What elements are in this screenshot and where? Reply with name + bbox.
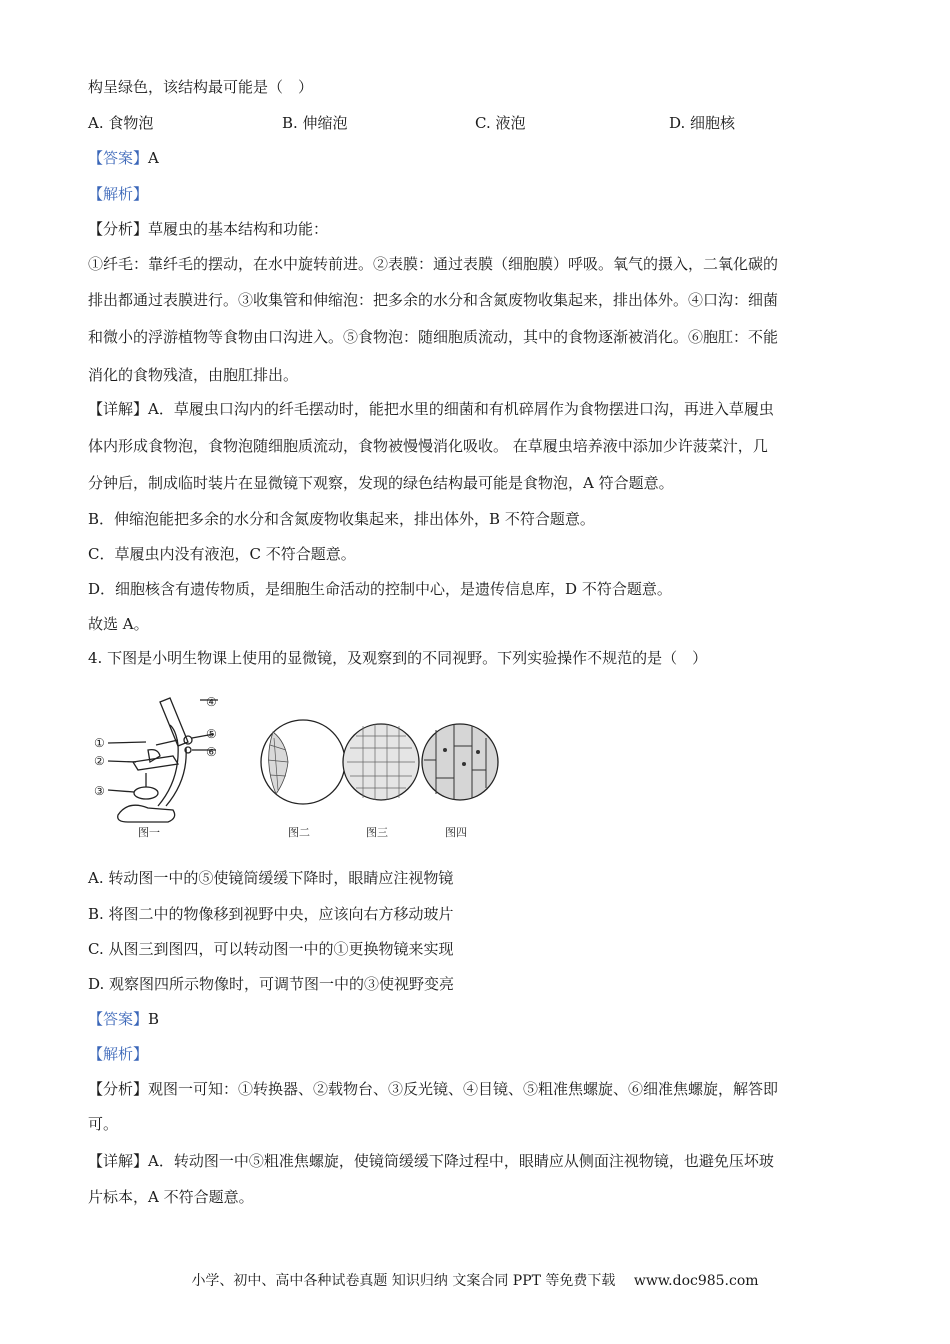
analysis-line: 【详解】A．草履虫口沟内的纤毛摆动时，能把水里的细菌和有机碎屑作为食物摆进口沟，再进入草履虫	[88, 400, 774, 418]
analysis-line: 【详解】A．转动图一中⑤粗准焦螺旋，使镜筒缓缓下降过程中，眼睛应从侧面注视物镜，也避免压坏玻	[88, 1152, 774, 1170]
analysis-line: D．细胞核含有遗传物质，是细胞生命活动的控制中心，是遗传信息库，D 不符合题意。	[88, 580, 672, 598]
analysis-line: 分钟后，制成临时装片在显微镜下观察，发现的绿色结构最可能是食物泡，A 符合题意。	[88, 474, 674, 492]
view-3	[343, 724, 419, 800]
q3-option-c: C. 液泡	[475, 114, 526, 132]
question-4-stem: 4. 下图是小明生物课上使用的显微镜，及观察到的不同视野。下列实验操作不规范的是（ ）	[88, 649, 708, 667]
microscope-illustration	[108, 698, 218, 822]
analysis-line: 【分析】草履虫的基本结构和功能：	[88, 220, 329, 238]
microscope-figure	[88, 690, 508, 840]
answer-tag: 【答案】	[88, 149, 149, 167]
analysis-line: 消化的食物残渣，由胞肛排出。	[88, 366, 299, 384]
caption-fig4: 图四	[445, 826, 467, 839]
view-2	[261, 720, 345, 804]
label-3: ③	[94, 784, 105, 798]
analysis-line: 排出都通过表膜进行。③收集管和伸缩泡：把多余的水分和含氮废物收集起来，排出体外。④口沟：细菌	[88, 291, 779, 309]
label-4: ④	[206, 695, 217, 709]
answer-tag: 【答案】	[88, 1010, 149, 1028]
answer-value: A	[148, 149, 159, 167]
analysis-line: 体内形成食物泡，食物泡随细胞质流动，食物被慢慢消化吸收。 在草履虫培养液中添加少许菠菜汁，几	[88, 437, 768, 455]
q3-analysis-tag: 【解析】	[88, 185, 149, 203]
question-3-tail: 构呈绿色，该结构最可能是（ ）	[88, 78, 314, 96]
q4-analysis-tag: 【解析】	[88, 1045, 149, 1063]
q3-answer	[88, 147, 159, 168]
analysis-line: 可。	[88, 1115, 119, 1133]
label-2: ②	[94, 754, 105, 768]
q3-option-b: B. 伸缩泡	[282, 114, 348, 132]
analysis-line: 【分析】观图一可知：①转换器、②载物台、③反光镜、④目镜、⑤粗准焦螺旋、⑥细准焦螺旋，解答即	[88, 1080, 779, 1098]
q4-option-d: D. 观察图四所示物像时，可调节图一中的③使视野变亮	[88, 975, 455, 993]
label-1: ①	[94, 736, 105, 750]
q3-option-d: D. 细胞核	[669, 114, 736, 132]
label-6: ⑥	[206, 745, 217, 759]
label-5: ⑤	[206, 727, 217, 741]
q4-answer	[88, 1008, 159, 1029]
q4-option-a: A. 转动图一中的⑤使镜筒缓缓下降时，眼睛应注视物镜	[88, 869, 454, 887]
analysis-line: B．伸缩泡能把多余的水分和含氮废物收集起来，排出体外，B 不符合题意。	[88, 510, 595, 528]
q3-option-a: A. 食物泡	[88, 114, 154, 132]
analysis-line: 片标本，A 不符合题意。	[88, 1188, 254, 1206]
analysis-line: 和微小的浮游植物等食物由口沟进入。⑤食物泡：随细胞质流动，其中的食物逐渐被消化。⑥胞肛：不能	[88, 328, 779, 346]
caption-fig3: 图三	[366, 826, 388, 839]
caption-fig1: 图一	[138, 826, 160, 839]
q4-option-c: C. 从图三到图四，可以转动图一中的①更换物镜来实现	[88, 940, 454, 958]
page-footer: 小学、初中、高中各种试卷真题 知识归纳 文案合同 PPT 等免费下载 www.doc985.com	[191, 1273, 759, 1289]
view-4	[422, 724, 498, 800]
caption-fig2: 图二	[288, 826, 310, 839]
analysis-line: 故选 A。	[88, 615, 149, 633]
answer-value: B	[148, 1010, 160, 1028]
analysis-line: C．草履虫内没有液泡，C 不符合题意。	[88, 545, 356, 563]
q4-option-b: B. 将图二中的物像移到视野中央，应该向右方移动玻片	[88, 905, 454, 923]
analysis-line: ①纤毛：靠纤毛的摆动，在水中旋转前进。②表膜：通过表膜（细胞膜）呼吸。氧气的摄入，二氧化碳的	[88, 255, 779, 273]
